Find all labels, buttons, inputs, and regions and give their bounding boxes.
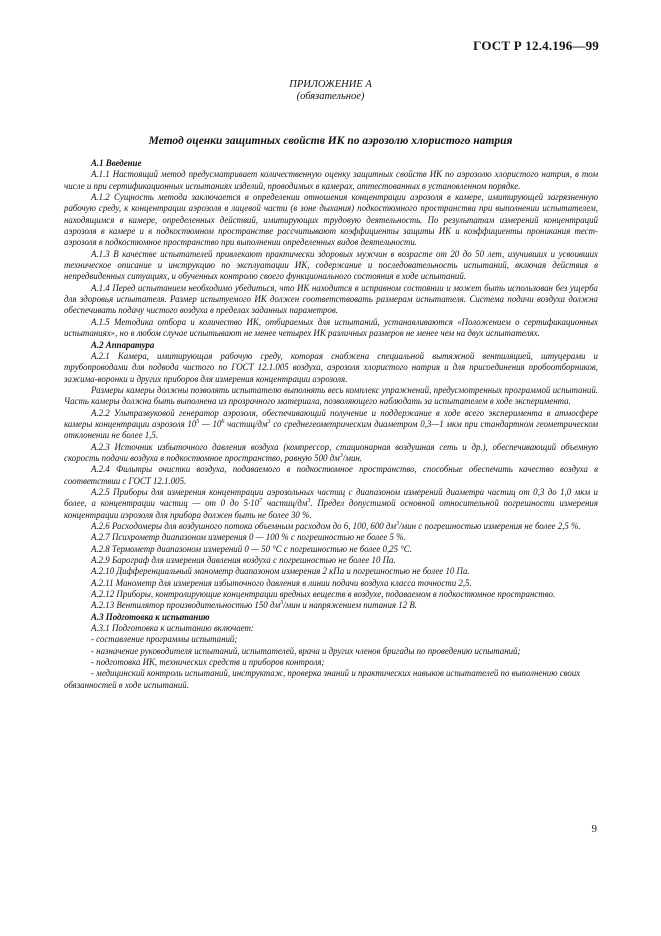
paragraph: А.1.3 В качестве испытателей привлекают практически здоровых мужчин в возрасте от 20 до 50 лет, изучивших и усвоивших техническое описание и инструкцию по эксплуатации ИК, содержание и последовательность испытаний, включая действия в непредвиденных ситуациях, и обученных контролю своего функционального состояния в ходе испытаний. xyxy=(64,248,598,282)
appendix-subtitle: (обязательное) xyxy=(296,91,365,102)
list-item: - составление программы испытаний; xyxy=(91,634,238,645)
text-run: частиц/дм xyxy=(262,498,308,509)
paragraph: А.2.9 Барограф для измерения давления воздуха с погрешностью не более 10 Па. xyxy=(91,555,396,566)
section-heading: А.2 Аппаратура xyxy=(91,339,155,350)
exponent: 3 xyxy=(280,600,284,607)
text-run: А.2.6 Расходомеры для воздушного потока объемным расходом до 6, 100, 600 дм xyxy=(91,521,397,531)
paragraph: А.2.11 Манометр для измерения избыточного давления в линии подачи воздуха класса точности 2,5. xyxy=(91,577,472,588)
document-title: Метод оценки защитных свойств ИК по аэрозолю хлористого натрия xyxy=(148,135,513,147)
paragraph: А.2.8 Термометр диапазоном измерений 0 — 50 °С с погрешностью не более 0,25 °С. xyxy=(91,543,412,554)
text-run: . Предел допустимой основной относительной погрешности измерения концентрации аэрозоля для прибора должен быть не более 30 %. xyxy=(64,498,598,520)
exponent: 3 xyxy=(396,521,400,528)
paragraph xyxy=(64,442,598,465)
paragraph: А.2.4 Фильтры очистки воздуха, подаваемого в подкостюмное пространство, способные обеспечить качество воздуха в соответствии с ГОСТ 12.1.005. xyxy=(64,464,598,486)
paragraph xyxy=(64,408,598,442)
document-body xyxy=(64,158,598,691)
paragraph: А.2.10 Дифференциальный манометр диапазоном измерения 2 кПа и погрешностью не более 10 Па. xyxy=(91,566,470,577)
text-run: /мин с погрешностью измерения не более 2,5 %. xyxy=(399,521,581,531)
page-number: 9 xyxy=(591,823,597,835)
list-item: - подготовка ИК, технических средств и приборов контроля; xyxy=(91,657,325,668)
paragraph xyxy=(64,487,598,521)
paragraph: А.1.2 Сущность метода заключается в определении отношения концентрации аэрозоля в камере, имитирующей загрязненную рабочую среду, к концентрации аэрозоля в лицевой части (в зоне дыхания) подкостюмного пространства при выполнении испытателем, находящимся в камере, определенных действий, имитирующих трудовую деятельность. По результатам измерений концентраций аэрозоля в камере и в подкостюмном пространстве рассчитывают коэффициенты защиты ИК и коэффициенты проникания тест-аэрозоля в подкостюмное пространство при выполнении определенных видов деятельности. xyxy=(64,192,598,248)
standard-header: ГОСТ Р 12.4.196—99 xyxy=(473,38,599,53)
paragraph: Размеры камеры должны позволять испытателю выполнять весь комплекс упражнений, предусмотренных программой испытаний. Часть камеры должна быть выполнена из прозрачного материала, позволяющего наблюдать за испытателем в ходе эксперимента. xyxy=(64,384,598,407)
paragraph xyxy=(64,521,598,532)
text-run: А.2.5 Приборы для измерения концентрации аэрозольных частиц с диапазоном измерений диаметра частиц от 0,3 до 1,0 мкм и более, а концентрации частиц — от 0 до 5·10 xyxy=(64,486,598,509)
text-run: А.2.2 Ультразвуковой генератор аэрозоля, обеспечивающий получение и поддержание в ходе всего эксперимента в атмосфере камеры концентрации аэрозоля 10 xyxy=(64,407,598,429)
paragraph: А.2.7 Психрометр диапазоном измерения 0 — 100 % с погрешностью не более 5 %. xyxy=(91,532,406,543)
section-heading: А.1 Введение xyxy=(91,158,142,168)
exponent: 3 xyxy=(267,418,271,425)
text-run: А.2.3 Источник избыточного давления воздуха (компрессор, стационарная воздушная сеть и др.), обеспечивающий объемную скорость подачи воздуха в подкостюмное пространство, равную 500 дм xyxy=(64,441,598,463)
list-item: - назначение руководителя испытаний, испытателей, врача и других членов бригады по проведению испытаний; xyxy=(91,645,521,656)
paragraph: А.2.1 Камера, имитирующая рабочую среду, которая снабжена специальной вытяжной вентиляцией, штуцерами и трубопроводами для подвода чистого по ГОСТ 12.1.005 воздуха, аэрозоля хлористого натрия и для присоединения пробоотборников, зажима-воронки и других приборов для измерения концентрации аэрозоля. xyxy=(64,350,598,384)
paragraph xyxy=(64,600,598,611)
text-run: /мин и напряжением питания 12 В. xyxy=(283,600,417,611)
exponent: 5 xyxy=(196,418,200,425)
text-run: А.2.13 Вентилятор производительностью 150 дм xyxy=(91,600,281,611)
text-run: /мин. xyxy=(342,452,363,463)
list-item: - медицинский контроль испытаний, инструктаж, проверка знаний и практических навыков испытателей по выполнению своих обязанностей в ходе испытаний. xyxy=(64,668,581,690)
text-run: частиц/дм xyxy=(224,418,268,429)
paragraph: А.1.5 Методика отбора и количество ИК, отбираемых для испытаний, устанавливаются «Положением о сертификационных испытаниях», но в любом случае испытывают не менее четырех ИК различных размеров не менее чем на двух испытателях. xyxy=(64,316,598,339)
paragraph: А.1.1 Настоящий метод предусматривает количественную оценку защитных свойств ИК по аэрозолю хлористого натрия, в том числе и при сертификационных испытаниях изделий, проводимых в камерах, аттестованных в установленном порядке. xyxy=(64,169,598,191)
exponent: 6 xyxy=(221,418,225,425)
section-heading: А.3 Подготовка к испытанию xyxy=(91,611,210,622)
text-run: со среднегеометрическим диаметром 0,3—1 мкм при стандартном геометрическом отклонении не более 1,5. xyxy=(64,418,598,441)
appendix-title: ПРИЛОЖЕНИЕ А xyxy=(289,79,372,90)
exponent: 3 xyxy=(339,452,343,459)
paragraph: А.2.12 Приборы, контролирующие концентрации вредных веществ в воздухе, подаваемом в подкостюмное пространство. xyxy=(91,589,556,600)
appendix-heading xyxy=(0,79,661,103)
paragraph: А.3.1 Подготовка к испытанию включает: xyxy=(91,623,254,634)
text-run: — 10 xyxy=(199,418,222,429)
paragraph: А.1.4 Перед испытанием необходимо убедиться, что ИК находится в исправном состоянии и может быть использован без ущерба для здоровья испытателя. Размер испытуемого ИК должен соответствовать размерам испытателя. Система подачи воздуха должна обеспечивать подачу чистого воздуха в пределах заданных параметров. xyxy=(64,282,598,316)
exponent: 7 xyxy=(259,498,263,505)
exponent: 3 xyxy=(307,498,311,505)
